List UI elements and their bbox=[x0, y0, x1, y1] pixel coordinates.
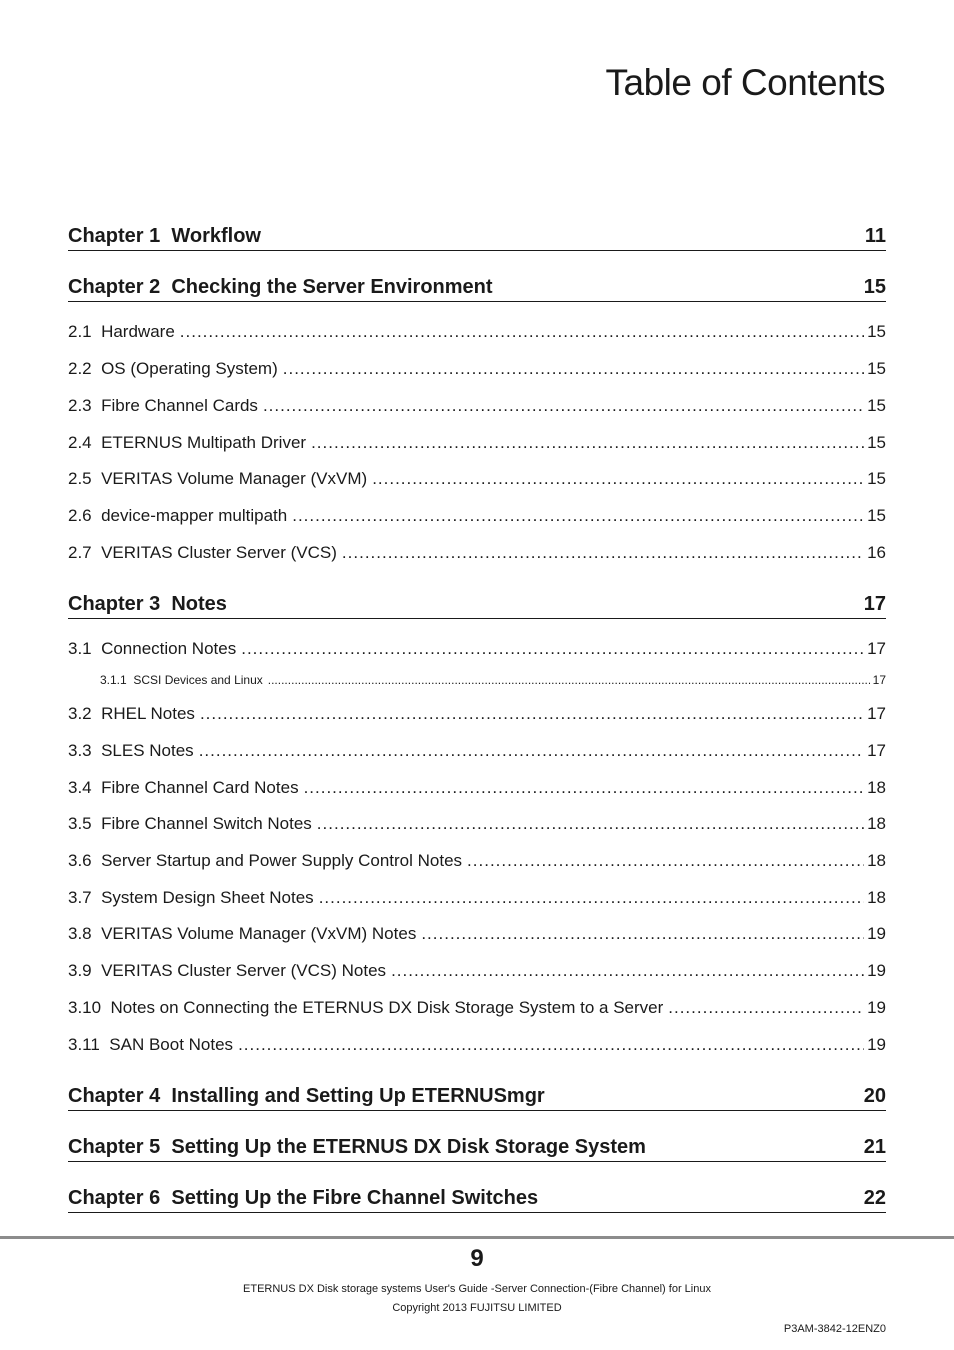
toc-entry-page: 17 bbox=[867, 639, 886, 658]
toc-section[interactable] bbox=[68, 639, 886, 663]
toc-chapter[interactable] bbox=[68, 1184, 886, 1213]
toc-entry-page: 15 bbox=[867, 469, 886, 488]
toc-entry-title: 3.1 Connection Notes bbox=[68, 639, 237, 658]
toc-entry-page: 15 bbox=[867, 433, 886, 452]
toc-entry-title: Chapter 3 Notes bbox=[68, 593, 227, 615]
dot-leader bbox=[180, 322, 864, 342]
footer-divider bbox=[0, 1236, 954, 1239]
toc-entry-title: 3.8 VERITAS Volume Manager (VxVM) Notes bbox=[68, 924, 417, 943]
toc-section[interactable] bbox=[68, 506, 886, 530]
toc-entry-page: 15 bbox=[867, 322, 886, 341]
footer-copyright: Copyright 2013 FUJITSU LIMITED bbox=[392, 1302, 562, 1314]
dot-leader bbox=[319, 888, 864, 908]
toc-section[interactable] bbox=[68, 851, 886, 875]
dot-leader bbox=[372, 469, 864, 489]
toc-entry-page: 18 bbox=[867, 851, 886, 870]
toc-section[interactable] bbox=[68, 1035, 886, 1059]
page-number: 9 bbox=[470, 1245, 484, 1272]
toc-entry-title: 3.9 VERITAS Cluster Server (VCS) Notes bbox=[68, 961, 387, 980]
toc-entry-page: 22 bbox=[863, 1187, 886, 1209]
toc-entry-title: 3.5 Fibre Channel Switch Notes bbox=[68, 814, 312, 833]
toc-section[interactable] bbox=[68, 888, 886, 912]
toc-entry-page: 11 bbox=[864, 225, 886, 247]
toc-entry-page: 15 bbox=[863, 276, 886, 298]
toc-entry-title: 2.2 OS (Operating System) bbox=[68, 359, 278, 378]
toc-entry-page: 19 bbox=[867, 998, 886, 1017]
toc-section[interactable] bbox=[68, 704, 886, 728]
page-title: Table of Contents bbox=[605, 62, 885, 103]
toc-entry-page: 19 bbox=[867, 961, 886, 980]
toc-entry-page: 21 bbox=[863, 1136, 886, 1158]
toc-entry-title: 3.3 SLES Notes bbox=[68, 741, 194, 760]
dot-leader bbox=[241, 639, 864, 659]
toc-section[interactable] bbox=[68, 359, 886, 383]
dot-leader bbox=[304, 778, 865, 798]
toc-section[interactable] bbox=[68, 961, 886, 985]
toc-entry-title: 2.5 VERITAS Volume Manager (VxVM) bbox=[68, 469, 368, 488]
toc-entry-title: 3.1.1 SCSI Devices and Linux bbox=[100, 673, 263, 687]
toc-entry-page: 17 bbox=[867, 741, 886, 760]
dot-leader bbox=[421, 924, 864, 944]
toc-entry-title: 2.7 VERITAS Cluster Server (VCS) bbox=[68, 543, 337, 562]
toc-entry-title: 3.7 System Design Sheet Notes bbox=[68, 888, 314, 907]
toc-section[interactable] bbox=[68, 741, 886, 765]
toc-chapter[interactable] bbox=[68, 273, 886, 302]
dot-leader bbox=[391, 961, 864, 981]
toc-entry-page: 18 bbox=[867, 814, 886, 833]
toc-entry-title: 2.1 Hardware bbox=[68, 322, 175, 341]
toc-entry-page: 19 bbox=[867, 1035, 886, 1054]
toc-entry-page: 16 bbox=[867, 543, 886, 562]
dot-leader bbox=[342, 543, 864, 563]
dot-leader bbox=[263, 396, 864, 416]
toc-entry-title: Chapter 4 Installing and Setting Up ETERNUSmgr bbox=[68, 1085, 545, 1107]
toc-entry-page: 15 bbox=[867, 396, 886, 415]
toc-entry-title: Chapter 1 Workflow bbox=[68, 225, 261, 247]
toc-entry-page: 19 bbox=[867, 924, 886, 943]
toc-entry-page: 15 bbox=[867, 506, 886, 525]
toc-entry-title: 2.3 Fibre Channel Cards bbox=[68, 396, 258, 415]
dot-leader bbox=[467, 851, 864, 871]
toc-entry-page: 18 bbox=[867, 778, 886, 797]
dot-leader bbox=[268, 673, 870, 687]
toc-entry-title: 3.4 Fibre Channel Card Notes bbox=[68, 778, 299, 797]
dot-leader bbox=[199, 741, 864, 761]
toc-entry-title: 3.10 Notes on Connecting the ETERNUS DX Disk Storage System to a Server bbox=[68, 998, 664, 1017]
toc-entry-title: 3.2 RHEL Notes bbox=[68, 704, 195, 723]
toc-entry-page: 20 bbox=[863, 1085, 886, 1107]
toc-entry-title: Chapter 6 Setting Up the Fibre Channel Switches bbox=[68, 1187, 539, 1209]
toc-section[interactable] bbox=[68, 814, 886, 838]
toc-section[interactable] bbox=[68, 924, 886, 948]
document-code: P3AM-3842-12ENZ0 bbox=[783, 1323, 886, 1335]
toc-chapter[interactable] bbox=[68, 1133, 886, 1162]
toc-entry-title: 3.6 Server Startup and Power Supply Control Notes bbox=[68, 851, 463, 870]
dot-leader bbox=[292, 506, 864, 526]
toc-entry-title: 3.11 SAN Boot Notes bbox=[68, 1035, 234, 1054]
toc-section[interactable] bbox=[68, 433, 886, 457]
toc-section[interactable] bbox=[68, 469, 886, 493]
toc-entry-page: 17 bbox=[872, 673, 886, 687]
toc-chapter[interactable] bbox=[68, 222, 886, 251]
toc-entry-page: 17 bbox=[867, 704, 886, 723]
toc-section[interactable] bbox=[68, 396, 886, 420]
toc-section[interactable] bbox=[68, 322, 886, 346]
toc-entry-title: 2.4 ETERNUS Multipath Driver bbox=[68, 433, 307, 452]
toc-entry-page: 18 bbox=[867, 888, 886, 907]
dot-leader bbox=[311, 433, 864, 453]
toc-chapter[interactable] bbox=[68, 590, 886, 619]
toc-entry-title: Chapter 2 Checking the Server Environment bbox=[68, 276, 493, 298]
toc-section[interactable] bbox=[68, 998, 886, 1022]
toc-entry-title: Chapter 5 Setting Up the ETERNUS DX Disk Storage System bbox=[68, 1136, 646, 1158]
dot-leader bbox=[668, 998, 864, 1018]
toc-entry-title: 2.6 device-mapper multipath bbox=[68, 506, 288, 525]
dot-leader bbox=[200, 704, 864, 724]
dot-leader bbox=[283, 359, 864, 379]
toc-subsection[interactable] bbox=[68, 673, 886, 689]
toc-section[interactable] bbox=[68, 778, 886, 802]
footer-guide-title: ETERNUS DX Disk storage systems User's Guide -Server Connection-(Fibre Channel) for Linux bbox=[243, 1283, 711, 1295]
dot-leader bbox=[238, 1035, 864, 1055]
toc-chapter[interactable] bbox=[68, 1082, 886, 1111]
toc-entry-page: 17 bbox=[863, 593, 886, 615]
toc-entry-page: 15 bbox=[867, 359, 886, 378]
toc-section[interactable] bbox=[68, 543, 886, 567]
dot-leader bbox=[317, 814, 864, 834]
